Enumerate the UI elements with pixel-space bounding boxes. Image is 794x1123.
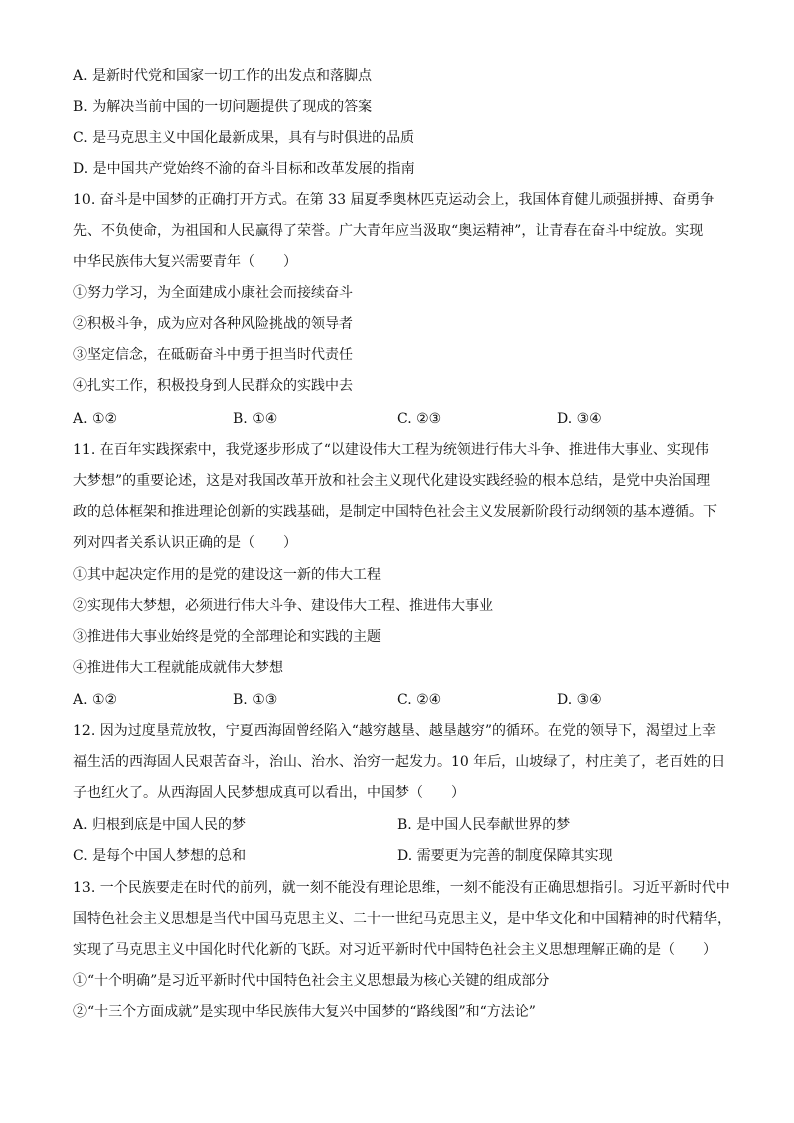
- q11-stem-line-3: 政的总体框架和推进理论创新的实践基础，是制定中国特色社会主义发展新阶段行动纲领的基本遵循。下: [73, 504, 717, 520]
- q13-stem-line-3: 实现了马克思主义中国化时代化新的飞跃。对习近平新时代中国特色社会主义思想理解正确的是（ ）: [73, 942, 717, 958]
- q10-choice-a: A. ①②: [73, 411, 118, 427]
- q10-choice-c: C. ②③: [397, 411, 442, 427]
- q9-option-c: C. 是马克思主义中国化最新成果，具有与时俱进的品质: [73, 130, 415, 146]
- q9-option-b: B. 为解决当前中国的一切问题提供了现成的答案: [73, 99, 373, 115]
- q11-choice-c: C. ②④: [397, 692, 442, 708]
- q11-choice-a: A. ①②: [73, 692, 118, 708]
- q10-stem-line-3: 中华民族伟大复兴需要青年（ ）: [73, 254, 297, 270]
- q11-stem-line-1: 11. 在百年实践探索中，我党逐步形成了“以建设伟大工程为统领进行伟大斗争、推进伟大事业、实现伟: [73, 442, 709, 458]
- q12-stem-line-2: 福生活的西海固人民艰苦奋斗，治山、治水、治穷一起发力。10 年后，山坡绿了，村庄美了，老百姓的日: [73, 754, 726, 770]
- q12-stem-line-1: 12. 因为过度垦荒放牧，宁夏西海固曾经陷入“越穷越垦、越垦越穷”的循环。在党的领导下，渴望过上幸: [73, 723, 717, 739]
- q9-option-a: A. 是新时代党和国家一切工作的出发点和落脚点: [73, 68, 373, 84]
- q10-item-4: ④扎实工作，积极投身到人民群众的实践中去: [73, 378, 353, 394]
- q12-choice-a: A. 归根到底是中国人民的梦: [73, 817, 247, 833]
- q12-choice-d: D. 需要更为完善的制度保障其实现: [397, 848, 613, 864]
- q11-choice-b: B. ①③: [233, 692, 278, 708]
- q11-item-1: ①其中起决定作用的是党的建设这一新的伟大工程: [73, 567, 381, 583]
- q11-item-2: ②实现伟大梦想，必须进行伟大斗争、建设伟大工程、推进伟大事业: [73, 598, 493, 614]
- q10-item-2: ②积极斗争，成为应对各种风险挑战的领导者: [73, 316, 353, 332]
- q11-stem-line-2: 大梦想”的重要论述，这是对我国改革开放和社会主义现代化建设实践经验的根本总结，是党中央治国理: [73, 473, 711, 489]
- q10-choice-b: B. ①④: [233, 411, 278, 427]
- q13-item-1: ①“十个明确”是习近平新时代中国特色社会主义思想最为核心关键的组成部分: [73, 973, 550, 989]
- q10-item-3: ③坚定信念，在砥砺奋斗中勇于担当时代责任: [73, 347, 353, 363]
- q10-choice-d: D. ③④: [557, 411, 602, 427]
- q11-choice-d: D. ③④: [557, 692, 602, 708]
- q11-item-3: ③推进伟大事业始终是党的全部理论和实践的主题: [73, 629, 381, 645]
- q11-stem-line-4: 列对四者关系认识正确的是（ ）: [73, 535, 297, 551]
- q12-choice-c: C. 是每个中国人梦想的总和: [73, 848, 247, 864]
- q13-stem-line-2: 国特色社会主义思想是当代中国马克思主义、二十一世纪马克思主义，是中华文化和中国精神的时代精华，: [73, 911, 731, 927]
- q13-stem-line-1: 13. 一个民族要走在时代的前列，就一刻不能没有理论思维，一刻不能没有正确思想指引。习近平新时代中: [73, 880, 730, 896]
- q12-stem-line-3: 子也红火了。从西海固人民梦想成真可以看出，中国梦（ ）: [73, 785, 465, 801]
- q11-item-4: ④推进伟大工程就能成就伟大梦想: [73, 660, 283, 676]
- q9-option-d: D. 是中国共产党始终不渝的奋斗目标和改革发展的指南: [73, 161, 415, 177]
- q10-stem-line-2: 先、不负使命，为祖国和人民赢得了荣誉。广大青年应当汲取“奥运精神”，让青春在奋斗中绽放。实现: [73, 223, 704, 239]
- q13-item-2: ②“十三个方面成就”是实现中华民族伟大复兴中国梦的“路线图”和“方法论”: [73, 1004, 536, 1020]
- q12-choice-b: B. 是中国人民奉献世界的梦: [397, 817, 571, 833]
- q10-item-1: ①努力学习，为全面建成小康社会而接续奋斗: [73, 285, 353, 301]
- q10-stem-line-1: 10. 奋斗是中国梦的正确打开方式。在第 33 届夏季奥林匹克运动会上，我国体育健儿顽强拼搏、奋勇争: [73, 192, 715, 208]
